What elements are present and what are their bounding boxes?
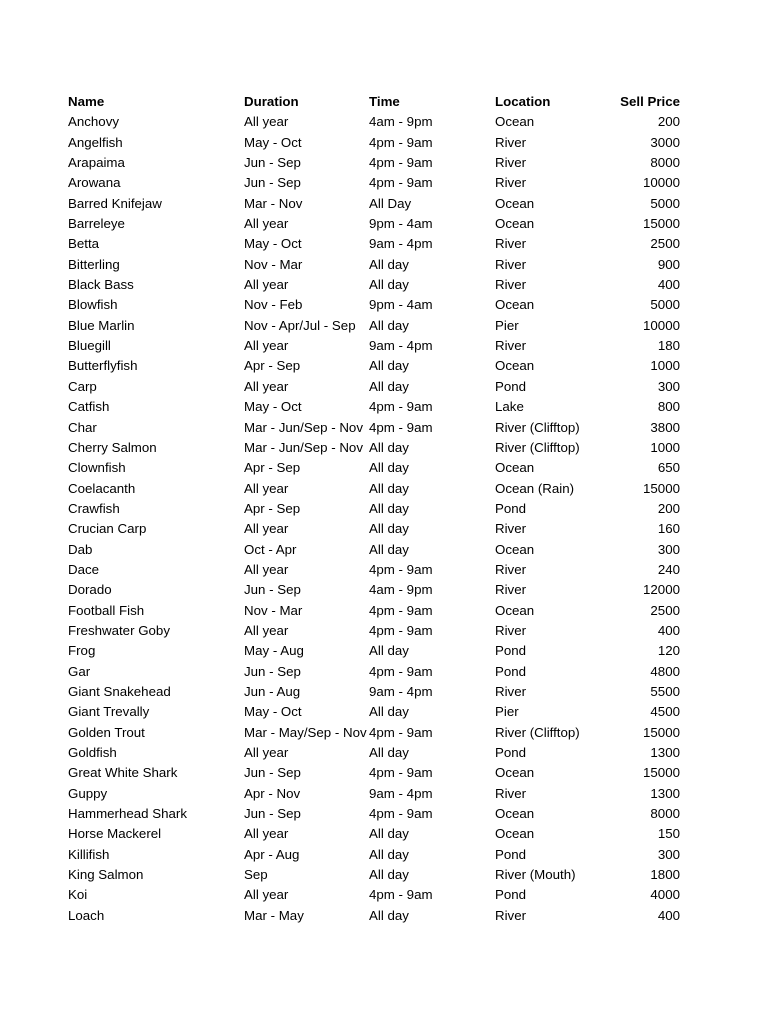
table-row [68, 519, 680, 539]
table-row [68, 682, 680, 702]
cell-time: 4pm - 9am [369, 419, 433, 435]
cell-sell-price: 2500 [650, 236, 680, 252]
cell-duration: Nov - Mar [244, 602, 303, 618]
cell-duration: Mar - Jun/Sep - Nov [244, 419, 363, 435]
cell-time: 9pm - 4am [369, 297, 433, 313]
cell-time: All day [369, 480, 409, 496]
cell-sell-price: 400 [657, 907, 680, 923]
cell-sell-price: 900 [657, 256, 680, 272]
cell-sell-price: 10000 [643, 175, 680, 191]
cell-location: River [495, 785, 527, 801]
cell-duration: Apr - Sep [244, 500, 301, 516]
cell-location: River [495, 582, 527, 598]
cell-location: Lake [495, 399, 524, 415]
cell-time: 9am - 4pm [369, 785, 433, 801]
table-row [68, 377, 680, 397]
cell-sell-price: 150 [657, 826, 680, 842]
cell-time: 4pm - 9am [369, 622, 433, 638]
table-row [68, 194, 680, 214]
cell-sell-price: 3800 [650, 419, 680, 435]
cell-duration: Oct - Apr [244, 541, 297, 557]
cell-duration: Apr - Aug [244, 846, 300, 862]
cell-sell-price: 15000 [643, 216, 680, 232]
cell-name: Giant Snakehead [68, 683, 171, 699]
cell-duration: All year [244, 561, 289, 577]
cell-time: 4pm - 9am [369, 155, 433, 171]
cell-sell-price: 2500 [650, 602, 680, 618]
cell-sell-price: 15000 [643, 480, 680, 496]
cell-time: All day [369, 907, 409, 923]
cell-duration: Mar - Jun/Sep - Nov [244, 439, 363, 455]
cell-location: Pond [495, 643, 527, 659]
cell-name: Koi [68, 887, 88, 903]
cell-duration: Nov - Apr/Jul - Sep [244, 317, 356, 333]
cell-time: 4am - 9pm [369, 582, 433, 598]
cell-time: All Day [369, 195, 412, 211]
table-row [68, 133, 680, 153]
cell-duration: Jun - Sep [244, 806, 301, 822]
table-row [68, 336, 680, 356]
cell-sell-price: 300 [657, 378, 680, 394]
cell-time: 4pm - 9am [369, 806, 433, 822]
cell-time: All day [369, 378, 409, 394]
cell-name: Cherry Salmon [68, 439, 157, 455]
cell-sell-price: 5000 [650, 195, 680, 211]
cell-time: All day [369, 439, 409, 455]
cell-sell-price: 1000 [650, 439, 680, 455]
table-row [68, 499, 680, 519]
table-row [68, 356, 680, 376]
cell-location: Ocean [495, 765, 535, 781]
table-row [68, 438, 680, 458]
table-row [68, 397, 680, 417]
cell-duration: Nov - Mar [244, 256, 303, 272]
cell-name: Dace [68, 561, 100, 577]
cell-duration: All year [244, 622, 289, 638]
cell-sell-price: 1300 [650, 745, 680, 760]
cell-location: River (Clifftop) [495, 439, 580, 455]
table-row [68, 601, 680, 621]
cell-sell-price: 300 [657, 541, 680, 557]
cell-sell-price: 10000 [643, 317, 680, 333]
cell-duration: Jun - Sep [244, 155, 301, 171]
cell-location: Ocean (Rain) [495, 480, 575, 496]
column-header-time: Time [369, 94, 400, 109]
cell-time: 4pm - 9am [369, 399, 433, 415]
table-row [68, 641, 680, 661]
table-row [68, 295, 680, 315]
cell-name: Giant Trevally [68, 704, 150, 720]
cell-name: Carp [68, 378, 97, 394]
cell-sell-price: 160 [657, 521, 680, 537]
cell-duration: All year [244, 826, 289, 842]
cell-name: Char [68, 419, 97, 435]
column-header-location: Location [495, 94, 551, 109]
cell-location: Ocean [495, 460, 535, 476]
cell-location: River [495, 338, 527, 354]
cell-duration: Mar - May [244, 907, 304, 923]
table-row [68, 906, 680, 926]
cell-time: All day [369, 500, 409, 516]
cell-time: All day [369, 867, 409, 883]
cell-name: Great White Shark [68, 765, 178, 781]
cell-duration: Jun - Sep [244, 582, 301, 598]
cell-sell-price: 120 [657, 643, 680, 659]
cell-name: Butterflyfish [68, 358, 138, 374]
table-row [68, 804, 680, 824]
cell-sell-price: 3000 [650, 134, 680, 150]
cell-name: Dorado [68, 582, 112, 598]
cell-sell-price: 1800 [650, 867, 680, 883]
cell-location: Ocean [495, 114, 535, 130]
cell-duration: All year [244, 480, 289, 496]
cell-duration: All year [244, 745, 289, 760]
cell-name: Anchovy [68, 114, 119, 130]
cell-name: Dab [68, 541, 93, 557]
column-header-name: Name [68, 94, 105, 109]
cell-duration: May - Oct [244, 704, 302, 720]
cell-duration: Jun - Aug [244, 683, 301, 699]
cell-location: Ocean [495, 297, 535, 313]
cell-name: Arowana [68, 175, 121, 191]
cell-sell-price: 400 [657, 277, 680, 293]
table-row [68, 255, 680, 275]
table-row [68, 458, 680, 478]
table-row [68, 234, 680, 254]
cell-sell-price: 180 [657, 338, 680, 354]
table-row [68, 418, 680, 438]
table-row [68, 540, 680, 560]
cell-name: Golden Trout [68, 724, 145, 740]
cell-location: River [495, 907, 527, 923]
cell-duration: May - Oct [244, 399, 302, 415]
table-row [68, 824, 680, 844]
cell-name: Barreleye [68, 216, 125, 232]
table-body [68, 112, 680, 926]
cell-name: Frog [68, 643, 96, 659]
cell-time: 9pm - 4am [369, 216, 433, 232]
cell-location: Pond [495, 745, 527, 760]
table-row [68, 865, 680, 885]
cell-location: River [495, 622, 527, 638]
cell-duration: Nov - Feb [244, 297, 303, 313]
cell-time: All day [369, 317, 409, 333]
table-row [68, 763, 680, 783]
cell-location: River (Clifftop) [495, 419, 580, 435]
cell-name: King Salmon [68, 867, 144, 883]
cell-location: River [495, 236, 527, 252]
cell-location: River [495, 175, 527, 191]
table-row [68, 112, 680, 132]
cell-name: Coelacanth [68, 480, 136, 496]
cell-sell-price: 240 [657, 561, 680, 577]
cell-time: 4pm - 9am [369, 602, 433, 618]
cell-location: Ocean [495, 358, 535, 374]
cell-name: Barred Knifejaw [68, 195, 162, 211]
cell-name: Catfish [68, 399, 110, 415]
cell-time: All day [369, 846, 409, 862]
cell-sell-price: 800 [657, 399, 680, 415]
cell-duration: Apr - Sep [244, 358, 301, 374]
cell-name: Bluegill [68, 338, 111, 354]
cell-duration: All year [244, 216, 289, 232]
cell-time: All day [369, 277, 409, 293]
cell-location: River [495, 561, 527, 577]
cell-location: River [495, 155, 527, 171]
cell-name: Arapaima [68, 155, 125, 171]
table-row [68, 275, 680, 295]
cell-sell-price: 12000 [643, 582, 680, 598]
cell-sell-price: 1300 [650, 785, 680, 801]
cell-name: Crawfish [68, 500, 120, 516]
table-row [68, 621, 680, 641]
table-row [68, 723, 680, 743]
cell-location: Pond [495, 887, 527, 903]
cell-time: All day [369, 521, 409, 537]
cell-duration: All year [244, 114, 289, 130]
cell-name: Angelfish [68, 134, 123, 150]
cell-name: Guppy [68, 785, 108, 801]
cell-duration: All year [244, 338, 289, 354]
cell-duration: Apr - Sep [244, 460, 301, 476]
cell-name: Clownfish [68, 460, 126, 476]
cell-sell-price: 200 [657, 500, 680, 516]
cell-name: Bitterling [68, 256, 120, 272]
cell-location: River (Clifftop) [495, 724, 580, 740]
cell-sell-price: 5500 [650, 683, 680, 699]
table-row [68, 885, 680, 905]
cell-name: Crucian Carp [68, 521, 147, 537]
table-row [68, 316, 680, 336]
cell-duration: Apr - Nov [244, 785, 301, 801]
table-row [68, 560, 680, 580]
cell-duration: All year [244, 277, 289, 293]
cell-time: All day [369, 460, 409, 476]
table-row [68, 173, 680, 193]
column-header-sell-price: Sell Price [620, 94, 680, 109]
cell-name: Blowfish [68, 297, 118, 313]
cell-name: Killifish [68, 846, 110, 862]
cell-sell-price: 15000 [643, 765, 680, 781]
cell-time: 4pm - 9am [369, 561, 433, 577]
cell-time: 4pm - 9am [369, 175, 433, 191]
table-row [68, 479, 680, 499]
table-row [68, 662, 680, 682]
cell-sell-price: 1000 [650, 358, 680, 374]
cell-sell-price: 8000 [650, 155, 680, 171]
cell-sell-price: 400 [657, 622, 680, 638]
cell-time: All day [369, 704, 409, 720]
cell-duration: Jun - Sep [244, 663, 301, 679]
cell-location: Pond [495, 663, 527, 679]
cell-name: Loach [68, 907, 105, 923]
cell-duration: May - Oct [244, 236, 302, 252]
cell-duration: May - Oct [244, 134, 302, 150]
cell-duration: Mar - May/Sep - Nov [244, 724, 367, 740]
cell-time: All day [369, 643, 409, 659]
cell-time: 4pm - 9am [369, 887, 433, 903]
cell-location: Pond [495, 500, 527, 516]
table-row [68, 214, 680, 234]
cell-duration: Jun - Sep [244, 765, 301, 781]
cell-time: All day [369, 358, 409, 374]
cell-time: All day [369, 541, 409, 557]
cell-time: 4pm - 9am [369, 134, 433, 150]
cell-sell-price: 650 [657, 460, 680, 476]
cell-time: 9am - 4pm [369, 338, 433, 354]
table-row [68, 153, 680, 173]
cell-name: Hammerhead Shark [68, 806, 187, 822]
column-header-duration: Duration [244, 94, 299, 109]
cell-time: All day [369, 745, 409, 760]
cell-duration: Sep [244, 867, 268, 883]
cell-location: River [495, 256, 527, 272]
cell-location: Pier [495, 704, 519, 720]
cell-sell-price: 8000 [650, 806, 680, 822]
cell-sell-price: 300 [657, 846, 680, 862]
cell-sell-price: 15000 [643, 724, 680, 740]
cell-time: 4am - 9pm [369, 114, 433, 130]
cell-sell-price: 5000 [650, 297, 680, 313]
cell-location: Ocean [495, 806, 535, 822]
cell-location: Pond [495, 378, 527, 394]
cell-name: Freshwater Goby [68, 622, 170, 638]
cell-sell-price: 4800 [650, 663, 680, 679]
cell-duration: All year [244, 378, 289, 394]
table-row [68, 702, 680, 722]
cell-name: Blue Marlin [68, 317, 135, 333]
cell-sell-price: 200 [657, 114, 680, 130]
cell-name: Black Bass [68, 277, 134, 293]
cell-duration: All year [244, 521, 289, 537]
cell-location: Ocean [495, 541, 535, 557]
cell-time: 4pm - 9am [369, 765, 433, 781]
cell-name: Gar [68, 663, 91, 679]
cell-duration: May - Aug [244, 643, 304, 659]
cell-time: 9am - 4pm [369, 683, 433, 699]
cell-time: 9am - 4pm [369, 236, 433, 252]
cell-time: 4pm - 9am [369, 724, 433, 740]
cell-location: Pond [495, 846, 527, 862]
cell-sell-price: 4500 [650, 704, 680, 720]
cell-location: Ocean [495, 216, 535, 232]
cell-name: Horse Mackerel [68, 826, 162, 842]
cell-duration: All year [244, 887, 289, 903]
table-row [68, 743, 680, 763]
cell-location: River [495, 277, 527, 293]
cell-location: Ocean [495, 195, 535, 211]
cell-location: River [495, 521, 527, 537]
cell-location: River [495, 683, 527, 699]
cell-location: Ocean [495, 826, 535, 842]
table-row [68, 580, 680, 600]
cell-location: River (Mouth) [495, 867, 576, 883]
cell-name: Football Fish [68, 602, 145, 618]
cell-time: All day [369, 826, 409, 842]
cell-location: Ocean [495, 602, 535, 618]
cell-location: Pier [495, 317, 519, 333]
cell-time: All day [369, 256, 409, 272]
cell-time: 4pm - 9am [369, 663, 433, 679]
cell-sell-price: 4000 [650, 887, 680, 903]
table-row [68, 845, 680, 865]
cell-location: River [495, 134, 527, 150]
header-row [68, 92, 680, 112]
table-row [68, 784, 680, 804]
fish-table [68, 92, 680, 926]
cell-name: Betta [68, 236, 100, 252]
cell-name: Goldfish [68, 745, 117, 760]
cell-duration: Jun - Sep [244, 175, 301, 191]
cell-duration: Mar - Nov [244, 195, 303, 211]
